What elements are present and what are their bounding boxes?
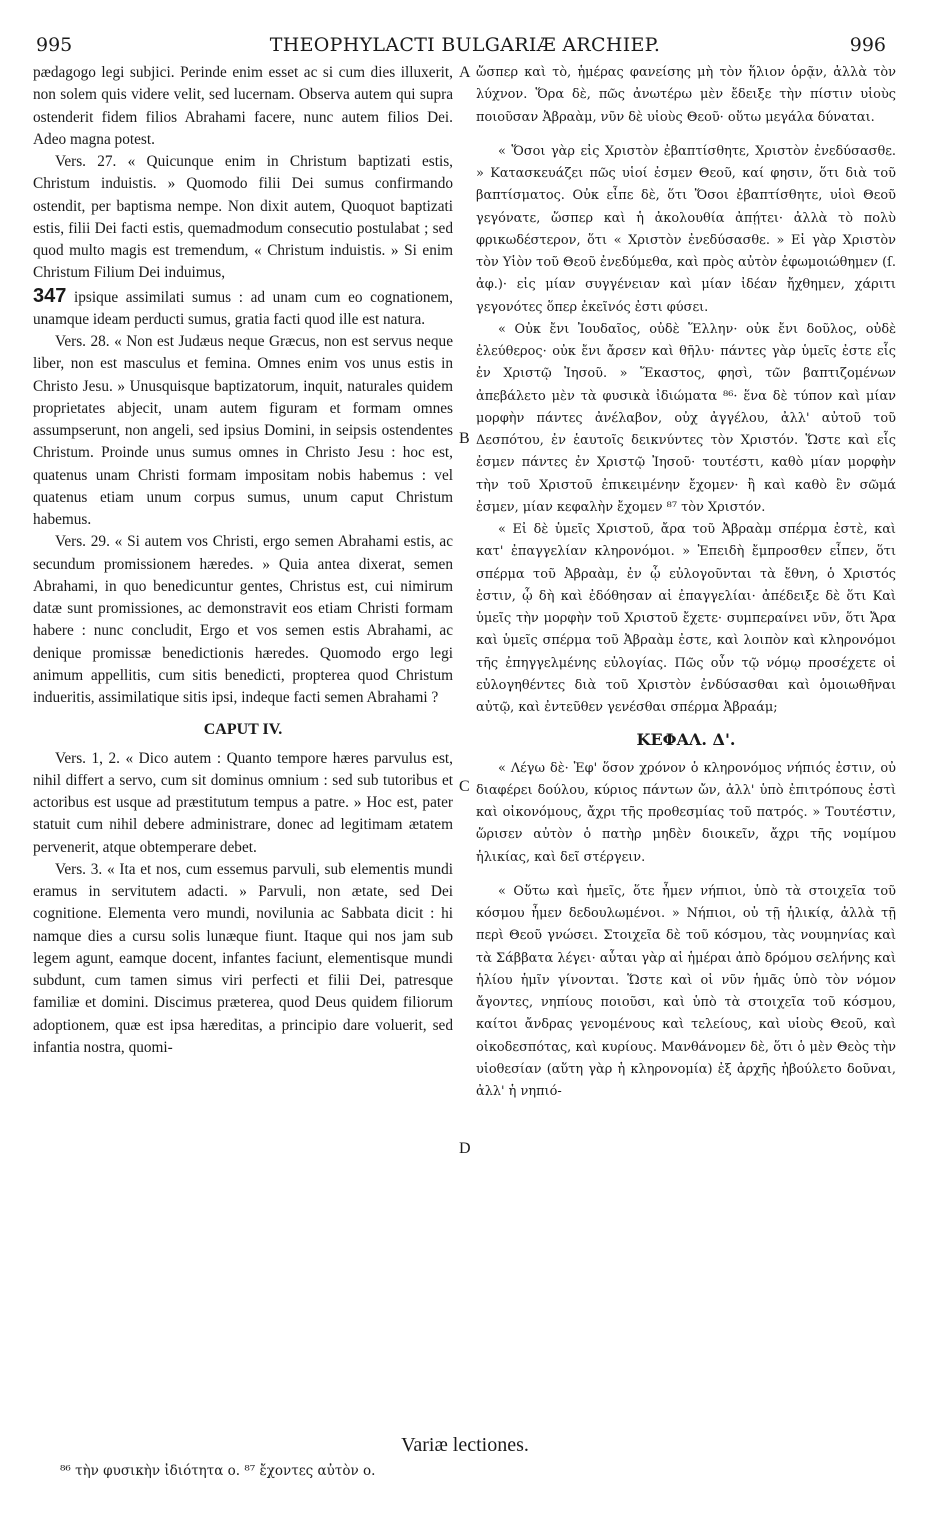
- greek-column: [476, 62, 896, 1103]
- margin-letter-d: D: [459, 1140, 471, 1157]
- margin-letter-a: A: [459, 64, 471, 81]
- greek-paragraph: « Οὕτω καὶ ἡμεῖς, ὅτε ἦμεν νήπιοι, ὑπὸ τὰ στοιχεῖα τοῦ κόσμου ἦμεν δεδουλωμένοι. » Νήπιοι, οὐ τῇ ἡλικίᾳ, ἀλλὰ τῇ περὶ Θεοῦ γνώσει. Στοιχεῖα δὲ τοῦ κόσμου, τὰς νουμηνίας καὶ τὰ Σάββατα λέγει· αὗται γὰρ αἱ ἡμέραι ἀπὸ δρόμου σελήνης καὶ ἡλίου ἡμῖν γίνονται. Ὥστε καὶ οἱ νῦν ἡμᾶς ὑπὸ τὸν νόμον ἄγοντες, νηπίους ποιοῦσι, καὶ ὑπὸ τὰ στοιχεῖα τοῦ κόσμου, καίτοι ἄνδρας γενομένους καὶ τελείους, καὶ υἱοὺς Θεοῦ, καὶ οἰκοδεσπότας, καὶ κυρίους. Μανθάνομεν δὲ, ὅτι ὁ μὲν Θεὸς τὴν υἱοθεσίαν (αὕτη γὰρ ἡ κληρονομία) ἐξ ἀρχῆς ἠβούλετο δοῦναι, ἀλλ' ἡ νηπιό-: [476, 883, 896, 1099]
- greek-paragraph: « Οὐκ ἔνι Ἰουδαῖος, οὐδὲ Ἕλλην· οὐκ ἔνι δοῦλος, οὐδὲ ἐλεύθερος· οὐκ ἔνι ἄρσεν καὶ θῆλυ· πάντες γὰρ ὑμεῖς ἐστε εἷς ἐν Χριστῷ Ἰησοῦ. » Ἕκαστος, φησὶ, τῶν βαπτιζομένων ἀπεβάλετο μὲν τὰ φυσικὰ ἰδιώματα ⁸⁶· ἕνα δὲ τύπον καὶ μίαν μορφὴν πάντες ἀνέλαβον, οὐχ ἀγγέλου, ἀλλ' αὐτοῦ τοῦ Δεσπότου, ἐν ἑαυτοῖς δεικνύντες τὸν Χριστόν. Ὥστε καὶ εἷς ἐσμεν πάντες ἐν Χριστῷ Ἰησοῦ· τουτέστι, καθὸ μίαν μορφὴν τὴν τοῦ Χριστοῦ ἐπικειμένην ἔχομεν· ἢ καὶ καθὸ ἓν σῶμά ἐσμεν, μίαν κεφαλὴν ἔχομεν ⁸⁷ τὸν Χριστόν.: [476, 321, 896, 515]
- greek-paragraph: « Ὅσοι γὰρ εἰς Χριστὸν ἐβαπτίσθητε, Χριστὸν ἐνεδύσασθε. » Κατασκευάζει πῶς υἱοί ἐσμεν Θεοῦ, καί φησιν, ὅτι διὰ τοῦ βαπτίσματος. Οὐκ εἶπε δὲ, ὅτι Ὅσοι ἐβαπτίσθητε, υἱοὶ Θεοῦ γεγόνατε, ὥσπερ καὶ ἡ ἀκολουθία ἀπῄτει· ἀλλὰ τὸ πολὺ φρικωδέστερον, ὅτι « Χριστὸν ἐνεδύσασθε. » Εἰ γὰρ Χριστὸν τὸν Υἱὸν τοῦ Θεοῦ ἐνεδύμεθα, καὶ πρὸς αὐτὸν ἐφωμοιώθημεν (ſ. ἀφ.)· εἰς μίαν συγγένειαν καὶ μίαν ἰδέαν ἤχθημεν, χάριτι γεγονότες ὅπερ ἐκεῖνός ἐστι φύσει.: [476, 143, 896, 315]
- greek-chapter-heading: ΚΕΦΑΛ. Δ'.: [636, 730, 736, 750]
- latin-paragraph: ipsique assimilati sumus : ad unam cum eo cognationem, unamque ideam perducti sumus, gratia facti quod ille est natura.: [33, 288, 454, 328]
- latin-paragraph: Vers. 27. « Quicunque enim in Christum baptizati estis, Christum induistis. » Quomodo filii Dei sumus confirmando ostendit, per baptisma nempe. Non dixit autem, Quoquot baptizati estis, filii Dei facti estis, quemadmodum consecutio postulabat ; sed quod multo magis est tremendum, « Christum induistis. » Si enim Christum Filium Dei induimus,: [33, 153, 453, 282]
- greek-paragraph: « Εἰ δὲ ὑμεῖς Χριστοῦ, ἄρα τοῦ Ἀβραὰμ σπέρμα ἐστὲ, καὶ κατ' ἐπαγγελίαν κληρονόμοι. » Ἐπειδὴ ἔμπροσθεν εἶπεν, ὅτι σπέρμα τοῦ Ἀβραὰμ, ἐν ᾧ εὐλογοῦνται τὰ ἔθνη, ὁ Χριστός ἐστιν, ᾧ δὴ καὶ ἐδόθησαν αἱ ἐπαγγελίαι· ἀπέδειξε δὲ ὅτι Καὶ ὑμεῖς τὴν μορφὴν τοῦ Χριστοῦ ἔχετε· συμπεραίνει νῦν, ὅτι Ἄρα καὶ ὑμεῖς σπέρμα τοῦ Ἀβραὰμ ἐστε, καὶ λοιπὸν καὶ κληρονόμοι τῆς ἐπηγγελμένης εὐλογίας. Πῶς οὖν τῷ νόμῳ προσέχετε οἱ εὐλογηθέντες διὰ τοῦ Χριστὸν ἐνδύσασθαι καὶ ὁμοιωθῆναι αὐτῷ, καὶ ἐντεῦθεν γενέσθαι σπέρμα Ἀβραάμ;: [476, 522, 896, 715]
- greek-paragraph: ὥσπερ καὶ τὸ, ἡμέρας φανείσης μὴ τὸν ἥλιον ὁρᾷν, ἀλλὰ τὸν λύχνον. Ὅρα δὲ, πῶς ἀνωτέρω μὲν ἔδειξε τὴν πίστιν υἱοὺς ποιοῦσαν Ἀβραὰμ, νῦν δὲ υἱοὺς Θεοῦ· οὕτω μεγάλα δύναται.: [476, 65, 896, 125]
- latin-paragraph: pædagogo legi subjici. Perinde enim esset ac si cum dies illuxerit, non solem quis videre velit, sed lucernam. Observa autem qui supra ostenderit fidem filios Abrahami facere, nunc autem filios Dei. Adeo magna potest.: [33, 64, 453, 148]
- page-number-right: 996: [849, 34, 886, 56]
- latin-paragraph: Vers. 29. « Si autem vos Christi, ergo semen Abrahami estis, ac secundum promissionem hæredes. » Quia antea dixerat, semen Abrahami, in quo benedicuntur gentes, Christus est, cui nimirum datæ sunt promissiones, ac demonstravit eos etiam Christi formam habere : nunc concludit, Ergo et vos semen estis Abrahami, ac denique promissæ benedictionis hæredes. Quomodo ergo legi animum appellitis, cum sitis benedicti, propterea quod Christum indueritis, assimilatique sitis ipsi, indeque facti semen Abrahami ?: [33, 533, 453, 706]
- latin-paragraph: Vers. 3. « Ita et nos, cum essemus parvuli, sub elementis mundi eramus in servitutem adacti. » Parvuli, non ætate, sed Dei cognitione. Elementa vero mundi, novilunia ac Sabbata dicit : hi namque dies a cursu solis lunæque fiunt. Itaque qui nos jam sub legem agunt, eamque docent, infantes faciunt, elementisque mundi subdunt, cum tamen simus viri perfecti et filii Dei, patresque familiæ et domini. Discimus præterea, quod Deus quidem filiorum adoptionem, quæ est ipsa hæreditas, a principio dare voluerit, sed infantia nostra, quomi-: [33, 860, 453, 1056]
- latin-paragraph: Vers. 1, 2. « Dico autem : Quanto tempore hæres parvulus est, nihil differt a servo, cum sit dominus omnium : sed sub tutoribus et actoribus est usque ad præstitutum tempus a patre. » Hoc est, pater statuit cum nihil debere administrare, donec ad legitimam ætatem pervenerit, atque obtemperare debet.: [33, 749, 453, 856]
- latin-column: [33, 62, 453, 1059]
- column-number: 347: [33, 284, 67, 307]
- margin-letter-b: B: [459, 430, 470, 447]
- footnotes: ⁸⁶ τὴν φυσικὴν ἰδιότητα ο. ⁸⁷ ἔχοντες αὐτὸν ο.: [60, 1463, 376, 1479]
- running-title: THEOPHYLACTI BULGARIÆ ARCHIEP.: [269, 34, 661, 56]
- variae-lectiones-heading: Variæ lectiones.: [401, 1434, 529, 1456]
- latin-paragraph: Vers. 28. « Non est Judæus neque Græcus, non est servus neque liber, non est masculus et femina. Omnes enim vos unus estis in Christo Jesu. » Unusquisque baptizatorum, inquit, naturales quidem proprietates abjecit, unam autem figuram et formam omnes assumpserunt, non angeli, sed ipsius Domini, in seipsis ostendentes Christum. Proinde unus sumus omnes in Christo Jesu : hoc est, quatenus unam Christi formam impositam nobis habemus : vel quatenus etiam unum corpus sumus, unum caput Christum habemus.: [33, 333, 453, 528]
- greek-paragraph: « Λέγω δὲ· Ἐφ' ὅσον χρόνον ὁ κληρονόμος νήπιός ἐστιν, οὐ διαφέρει δούλου, κύριος πάντων ὤν, ἀλλ' ὑπὸ ἐπιτρόπους ἐστὶ καὶ οἰκονόμους, ἄχρι τῆς προθεσμίας τοῦ πατρός. » Τουτέστιν, ὥρισεν αὐτὸν ὁ πατὴρ μηδὲν διοικεῖν, ἄχρι τῆς νομίμου ἡλικίας, καὶ δεῖ στέργειν.: [476, 760, 896, 865]
- page-number-left: 995: [36, 34, 73, 56]
- latin-chapter-heading: CAPUT IV.: [203, 721, 283, 739]
- margin-letter-c: C: [459, 778, 470, 795]
